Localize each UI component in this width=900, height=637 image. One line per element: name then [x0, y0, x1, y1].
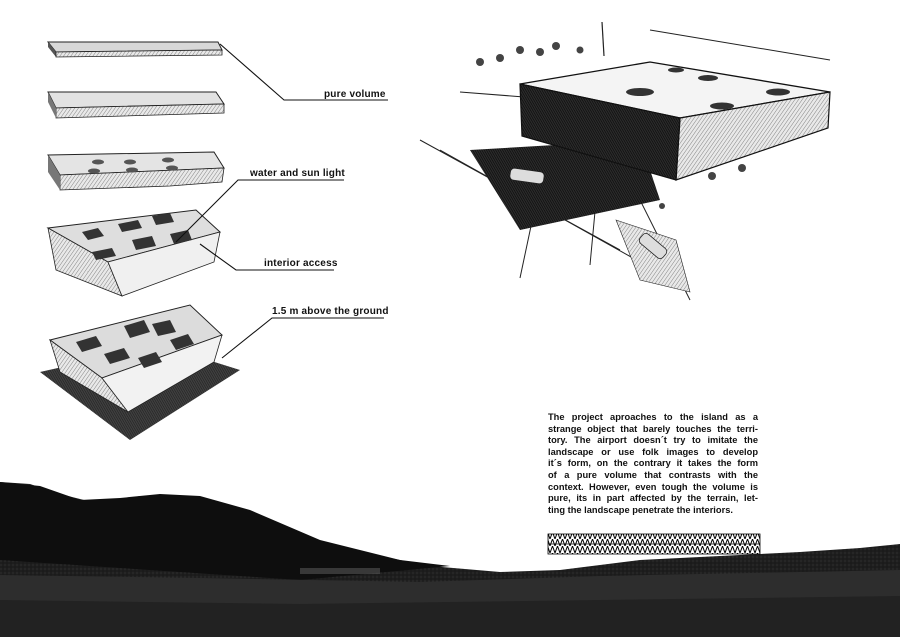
label-water-sun-light: water and sun light	[250, 168, 345, 179]
label-pure-volume: pure volume	[324, 89, 386, 100]
slab-water-sun	[48, 152, 224, 190]
ornament-strip	[548, 534, 760, 554]
description-line: it´s form, on the contrary it takes the form	[548, 458, 758, 469]
airport-perspective-sketch	[420, 22, 830, 300]
slab-interior-access	[48, 210, 220, 296]
label-above-ground: 1.5 m above the ground	[272, 306, 389, 317]
description-line: strange object that barely touches the terri-	[548, 423, 758, 434]
project-description	[548, 412, 758, 516]
description-line: tory. The airport doesn´t try to imitate the	[548, 435, 758, 446]
exploded-slab-diagram	[40, 42, 240, 440]
description-line: context. However, even tough the volume is	[548, 481, 758, 492]
description-line: ting the landscape penetrate the interiors.	[548, 504, 733, 515]
landscape-photo	[0, 482, 900, 637]
description-line: pure, its in part affected by the terrain, let-	[548, 493, 758, 504]
slab-pure-volume	[48, 42, 222, 57]
label-interior-access: interior access	[264, 258, 338, 269]
description-line: landscape or use folk images to develop	[548, 446, 758, 457]
description-line: The project aproaches to the island as a	[548, 412, 758, 422]
slab-above-ground	[40, 305, 240, 440]
description-line: of a pure volume that contrasts with the	[548, 469, 758, 480]
slab-perforated	[48, 92, 224, 118]
